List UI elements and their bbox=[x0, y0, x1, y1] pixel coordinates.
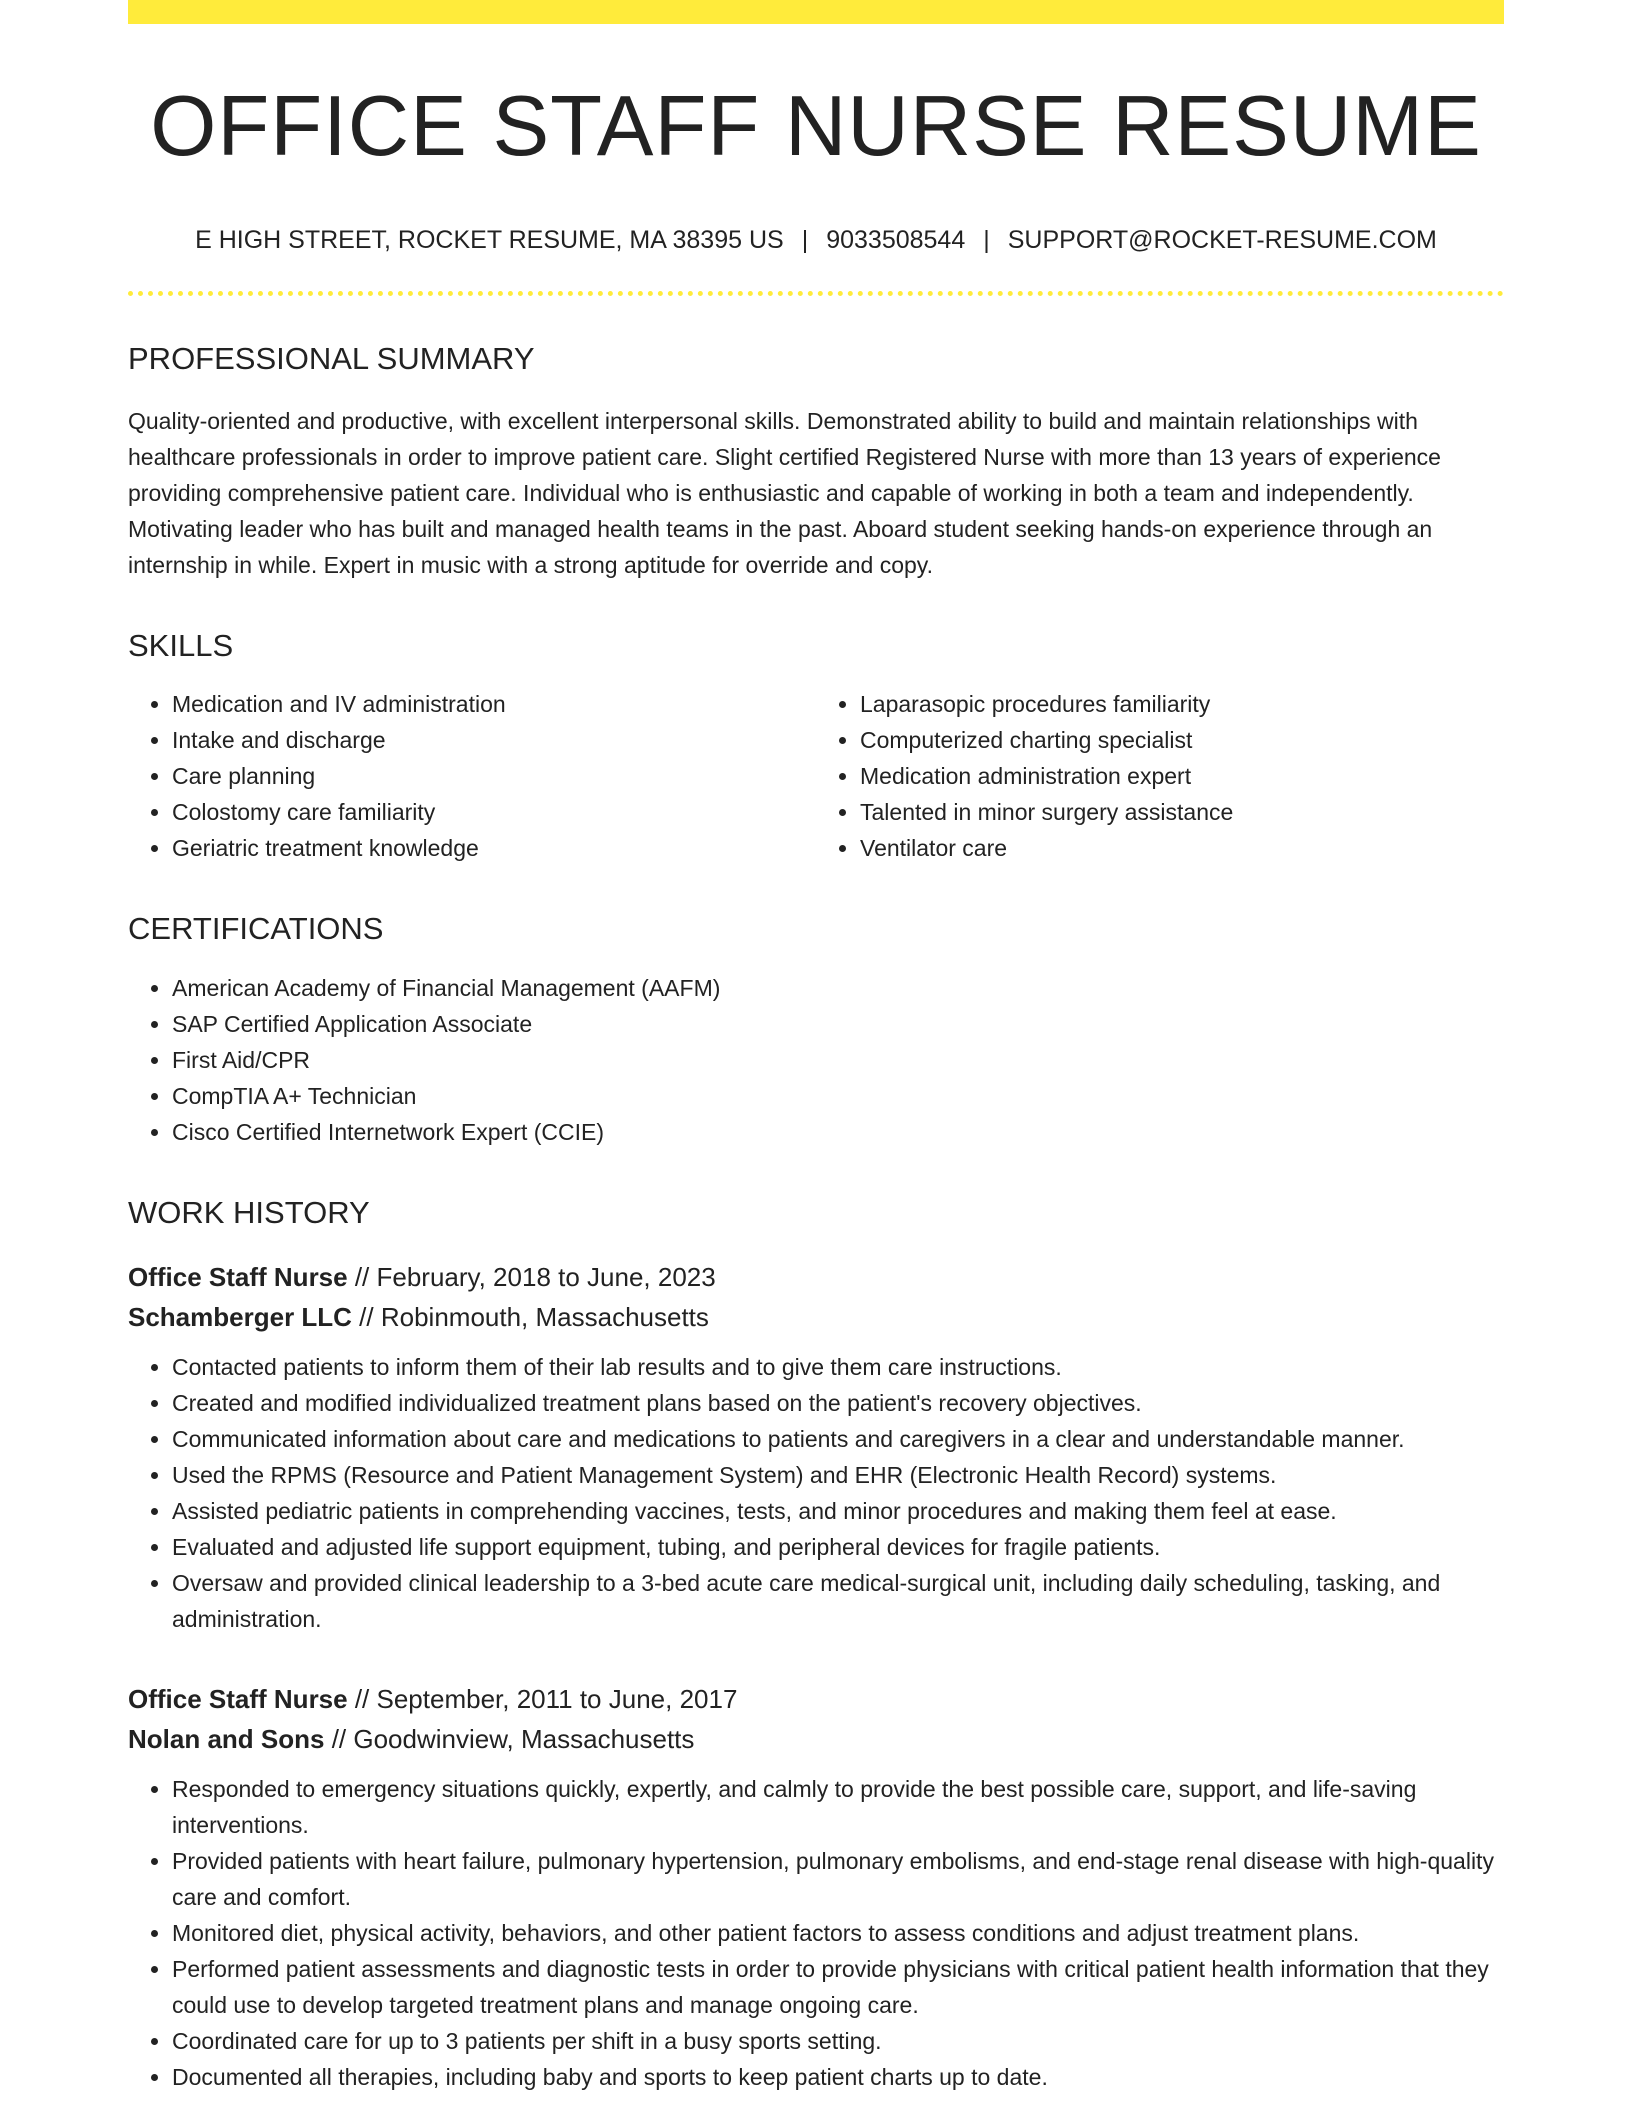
job-company: Schamberger LLC bbox=[128, 1301, 352, 1332]
job-bullet: • Created and modified individualized treatment plans based on the patient's recovery objectives. bbox=[172, 1385, 1504, 1421]
certification-item: • American Academy of Financial Management (AAFM) bbox=[172, 970, 1504, 1006]
certification-item: • First Aid/CPR bbox=[172, 1042, 1504, 1078]
section-title-summary: PROFESSIONAL SUMMARY bbox=[128, 341, 535, 376]
job-location: // Robinmouth, Massachusetts bbox=[351, 1301, 709, 1332]
skill-item: • Intake and discharge bbox=[172, 722, 816, 758]
job-role: Office Staff Nurse bbox=[128, 1683, 348, 1714]
job-bullets bbox=[128, 1771, 1504, 2095]
contact-phone: 9033508544 bbox=[826, 226, 966, 254]
job-location: // Goodwinview, Massachusetts bbox=[324, 1723, 695, 1754]
contact-line bbox=[128, 225, 1504, 255]
job-bullet: • Communicated information about care and medications to patients and caregivers in a clear and understandable manner. bbox=[172, 1421, 1504, 1457]
dotted-divider bbox=[128, 291, 1504, 296]
job-role-line bbox=[128, 1679, 1504, 1719]
job-bullet: • Monitored diet, physical activity, behaviors, and other patient factors to assess conditions and adjust treatment plans. bbox=[172, 1915, 1504, 1951]
resume-page bbox=[128, 0, 1504, 2095]
skills-list-right bbox=[816, 686, 1504, 866]
certification-item: • Cisco Certified Internetwork Expert (CCIE) bbox=[172, 1114, 1504, 1150]
job-bullet: • Provided patients with heart failure, pulmonary hypertension, pulmonary embolisms, and end-stage renal disease with high-quality care and comfort. bbox=[172, 1843, 1504, 1915]
job-entry bbox=[128, 1679, 1504, 2095]
job-company: Nolan and Sons bbox=[128, 1723, 325, 1754]
job-bullet: • Contacted patients to inform them of their lab results and to give them care instructions. bbox=[172, 1349, 1504, 1385]
skill-item: • Computerized charting specialist bbox=[860, 722, 1504, 758]
skill-item: • Medication administration expert bbox=[860, 758, 1504, 794]
contact-email: SUPPORT@ROCKET-RESUME.COM bbox=[1007, 226, 1437, 254]
job-entry bbox=[128, 1257, 1504, 1637]
job-bullet: • Oversaw and provided clinical leadership to a 3-bed acute care medical-surgical unit, including daily scheduling, tasking, and administration. bbox=[172, 1565, 1504, 1637]
job-role: Office Staff Nurse bbox=[128, 1261, 348, 1292]
job-bullet: • Used the RPMS (Resource and Patient Management System) and EHR (Electronic Health Record) systems. bbox=[172, 1457, 1504, 1493]
skill-item: • Laparasopic procedures familiarity bbox=[860, 686, 1504, 722]
job-role-line bbox=[128, 1257, 1504, 1297]
job-bullet: • Performed patient assessments and diagnostic tests in order to provide physicians with critical patient health information that they could use to develop targeted treatment plans and manage ongoing care. bbox=[172, 1951, 1504, 2023]
job-bullet: • Documented all therapies, including baby and sports to keep patient charts up to date. bbox=[172, 2059, 1504, 2095]
job-dates: // September, 2011 to June, 2017 bbox=[347, 1683, 738, 1714]
job-bullet: • Assisted pediatric patients in comprehending vaccines, tests, and minor procedures and making them feel at ease. bbox=[172, 1493, 1504, 1529]
certifications-list bbox=[128, 970, 1504, 1150]
skill-item: • Ventilator care bbox=[860, 830, 1504, 866]
skills-list-left bbox=[128, 686, 816, 866]
job-bullets bbox=[128, 1349, 1504, 1637]
contact-separator: | bbox=[983, 226, 990, 254]
section-title-certifications: CERTIFICATIONS bbox=[128, 911, 384, 947]
skill-item: • Talented in minor surgery assistance bbox=[860, 794, 1504, 830]
top-accent-bar bbox=[128, 0, 1504, 24]
certification-item: • CompTIA A+ Technician bbox=[172, 1078, 1504, 1114]
summary-text: Quality-oriented and productive, with excellent interpersonal skills. Demonstrated ability to build and maintain relationships with healthcare professionals in order to improve patient care. Slight certified Registered Nurse with more than 13 years of experience providing comprehensive patient care. Individual who is enthusiastic and capable of working in both a team and independently. Motivating leader who has built and managed health teams in the past. Aboard student seeking hands-on experience through an internship in while. Expert in music with a strong aptitude for override and copy. bbox=[128, 408, 1441, 579]
resume-title: OFFICE STAFF NURSE RESUME bbox=[150, 79, 1482, 174]
certification-item: • SAP Certified Application Associate bbox=[172, 1006, 1504, 1042]
skill-item: • Care planning bbox=[172, 758, 816, 794]
job-company-line bbox=[128, 1297, 1504, 1337]
job-company-line bbox=[128, 1719, 1504, 1759]
contact-separator: | bbox=[801, 226, 809, 254]
skill-item: • Colostomy care familiarity bbox=[172, 794, 816, 830]
section-title-skills: SKILLS bbox=[128, 628, 234, 664]
contact-address: E HIGH STREET, ROCKET RESUME, MA 38395 US bbox=[195, 226, 784, 254]
job-bullet: • Responded to emergency situations quickly, expertly, and calmly to provide the best possible care, support, and life-saving interventions. bbox=[172, 1771, 1504, 1843]
skill-item: • Medication and IV administration bbox=[172, 686, 816, 722]
job-bullet: • Evaluated and adjusted life support equipment, tubing, and peripheral devices for fragile patients. bbox=[172, 1529, 1504, 1565]
section-title-work-history: WORK HISTORY bbox=[128, 1194, 370, 1230]
job-dates: // February, 2018 to June, 2023 bbox=[347, 1261, 716, 1292]
skill-item: • Geriatric treatment knowledge bbox=[172, 830, 816, 866]
job-bullet: • Coordinated care for up to 3 patients per shift in a busy sports setting. bbox=[172, 2023, 1504, 2059]
skills-grid bbox=[128, 686, 1504, 866]
